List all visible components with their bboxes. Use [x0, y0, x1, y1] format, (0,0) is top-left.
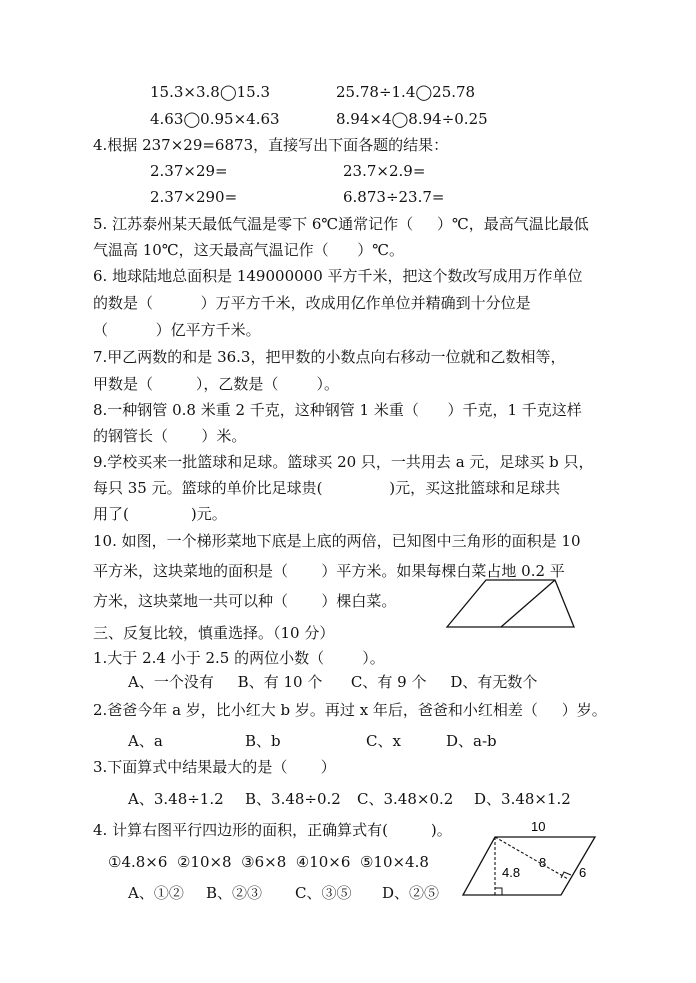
choice-q3-option-a: A、3.48÷1.2: [128, 790, 224, 808]
question-7-line-2: 甲数是（ ），乙数是（ ）。: [93, 375, 340, 393]
choice-q1-options: A、一个没有 B、有 10 个 C、有 9 个 D、有无数个: [128, 673, 538, 691]
choice-q2-stem: 2.爸爸今年 a 岁，比小红大 b 岁。再过 x 年后，爸爸和小红相差（ ）岁。: [93, 701, 607, 719]
choice-q3-option-b: B、3.48÷0.2: [245, 790, 341, 808]
parallelogram-side-label: 6: [579, 865, 587, 880]
choice-q3-stem: 3.下面算式中结果最大的是（ ）: [93, 758, 336, 776]
parallelogram-top-label: 10: [531, 819, 546, 834]
question-10-line-1: 10. 如图，一个梯形菜地下底是上底的两倍，已知图中三角形的面积是 10: [93, 532, 581, 550]
question-8-line-2: 的钢管长（ ）米。: [93, 427, 247, 445]
question-10-line-2: 平方米，这块菜地的面积是（ ）平方米。如果每棵白菜占地 0.2 平: [93, 562, 565, 580]
choice-q2-option-c: C、x: [366, 732, 401, 750]
choice-q3-option-d: D、3.48×1.2: [474, 790, 571, 808]
question-4-stem: 4.根据 237×29=6873，直接写出下面各题的结果：: [93, 136, 449, 154]
section-3-heading: 三、反复比较，慎重选择。（10 分）: [93, 624, 335, 642]
choice-q4-option-b: B、②③: [206, 884, 263, 902]
parallelogram-figure: [455, 815, 605, 899]
question-9-line-1: 9.学校买来一批篮球和足球。篮球买 20 只，一共用去 a 元，足球买 b 只，: [93, 453, 594, 471]
choice-q1-stem: 1.大于 2.4 小于 2.5 的两位小数（ ）。: [93, 649, 385, 667]
q4-item-a: 2.37×29=: [150, 162, 228, 180]
parallelogram-height-8-label: 8: [539, 855, 547, 870]
q4-item-b: 23.7×2.9=: [343, 162, 426, 180]
question-5-line-1: 5. 江苏泰州某天最低气温是零下 6℃通常记作（ ）℃，最高气温比最低: [93, 215, 589, 233]
choice-q2-option-d: D、a-b: [446, 732, 497, 750]
choice-q4-option-a: A、①②: [128, 884, 184, 902]
question-6-line-2: 的数是（ ）万平方千米，改成用亿作单位并精确到十分位是: [93, 294, 531, 312]
question-5-line-2: 气温高 10℃，这天最高气温记作（ ）℃。: [93, 241, 405, 259]
choice-q4-stem: 4. 计算右图平行四边形的面积，正确算式有( )。: [93, 821, 452, 839]
question-10-line-3: 方米，这块菜地一共可以种（ ）棵白菜。: [93, 592, 397, 610]
compare-item-4: 8.94×4◯8.94÷0.25: [336, 110, 488, 128]
choice-q4-option-d: D、②⑤: [382, 884, 440, 902]
compare-item-2: 25.78÷1.4◯25.78: [336, 83, 476, 101]
question-9-line-3: 用了( )元。: [93, 505, 227, 523]
trapezoid-figure: [445, 578, 577, 630]
compare-item-1: 15.3×3.8◯15.3: [150, 83, 271, 101]
question-8-line-1: 8.一种钢管 0.8 米重 2 千克，这种钢管 1 米重（ ）千克，1 千克这样: [93, 401, 582, 419]
choice-q2-option-a: A、a: [128, 732, 163, 750]
q4-item-d: 6.873÷23.7=: [343, 188, 445, 206]
choice-q4-option-c: C、③⑤: [295, 884, 352, 902]
question-6-line-1: 6. 地球陆地总面积是 149000000 平方千米，把这个数改写成用万作单位: [93, 267, 583, 285]
choice-q3-option-c: C、3.48×0.2: [357, 790, 454, 808]
choice-q4-formulas: ①4.8×6 ②10×8 ③6×8 ④10×6 ⑤10×4.8: [108, 853, 429, 871]
question-9-line-2: 每只 35 元。篮球的单价比足球贵( )元，买这批篮球和足球共: [93, 479, 561, 497]
question-6-line-3: （ ）亿平方千米。: [93, 321, 261, 339]
compare-item-3: 4.63◯0.95×4.63: [150, 110, 280, 128]
question-7-line-1: 7.甲乙两数的和是 36.3，把甲数的小数点向右移动一位就和乙数相等，: [93, 348, 566, 366]
choice-q2-option-b: B、b: [245, 732, 281, 750]
parallelogram-height-label: 4.8: [502, 865, 521, 880]
q4-item-c: 2.37×290=: [150, 188, 238, 206]
